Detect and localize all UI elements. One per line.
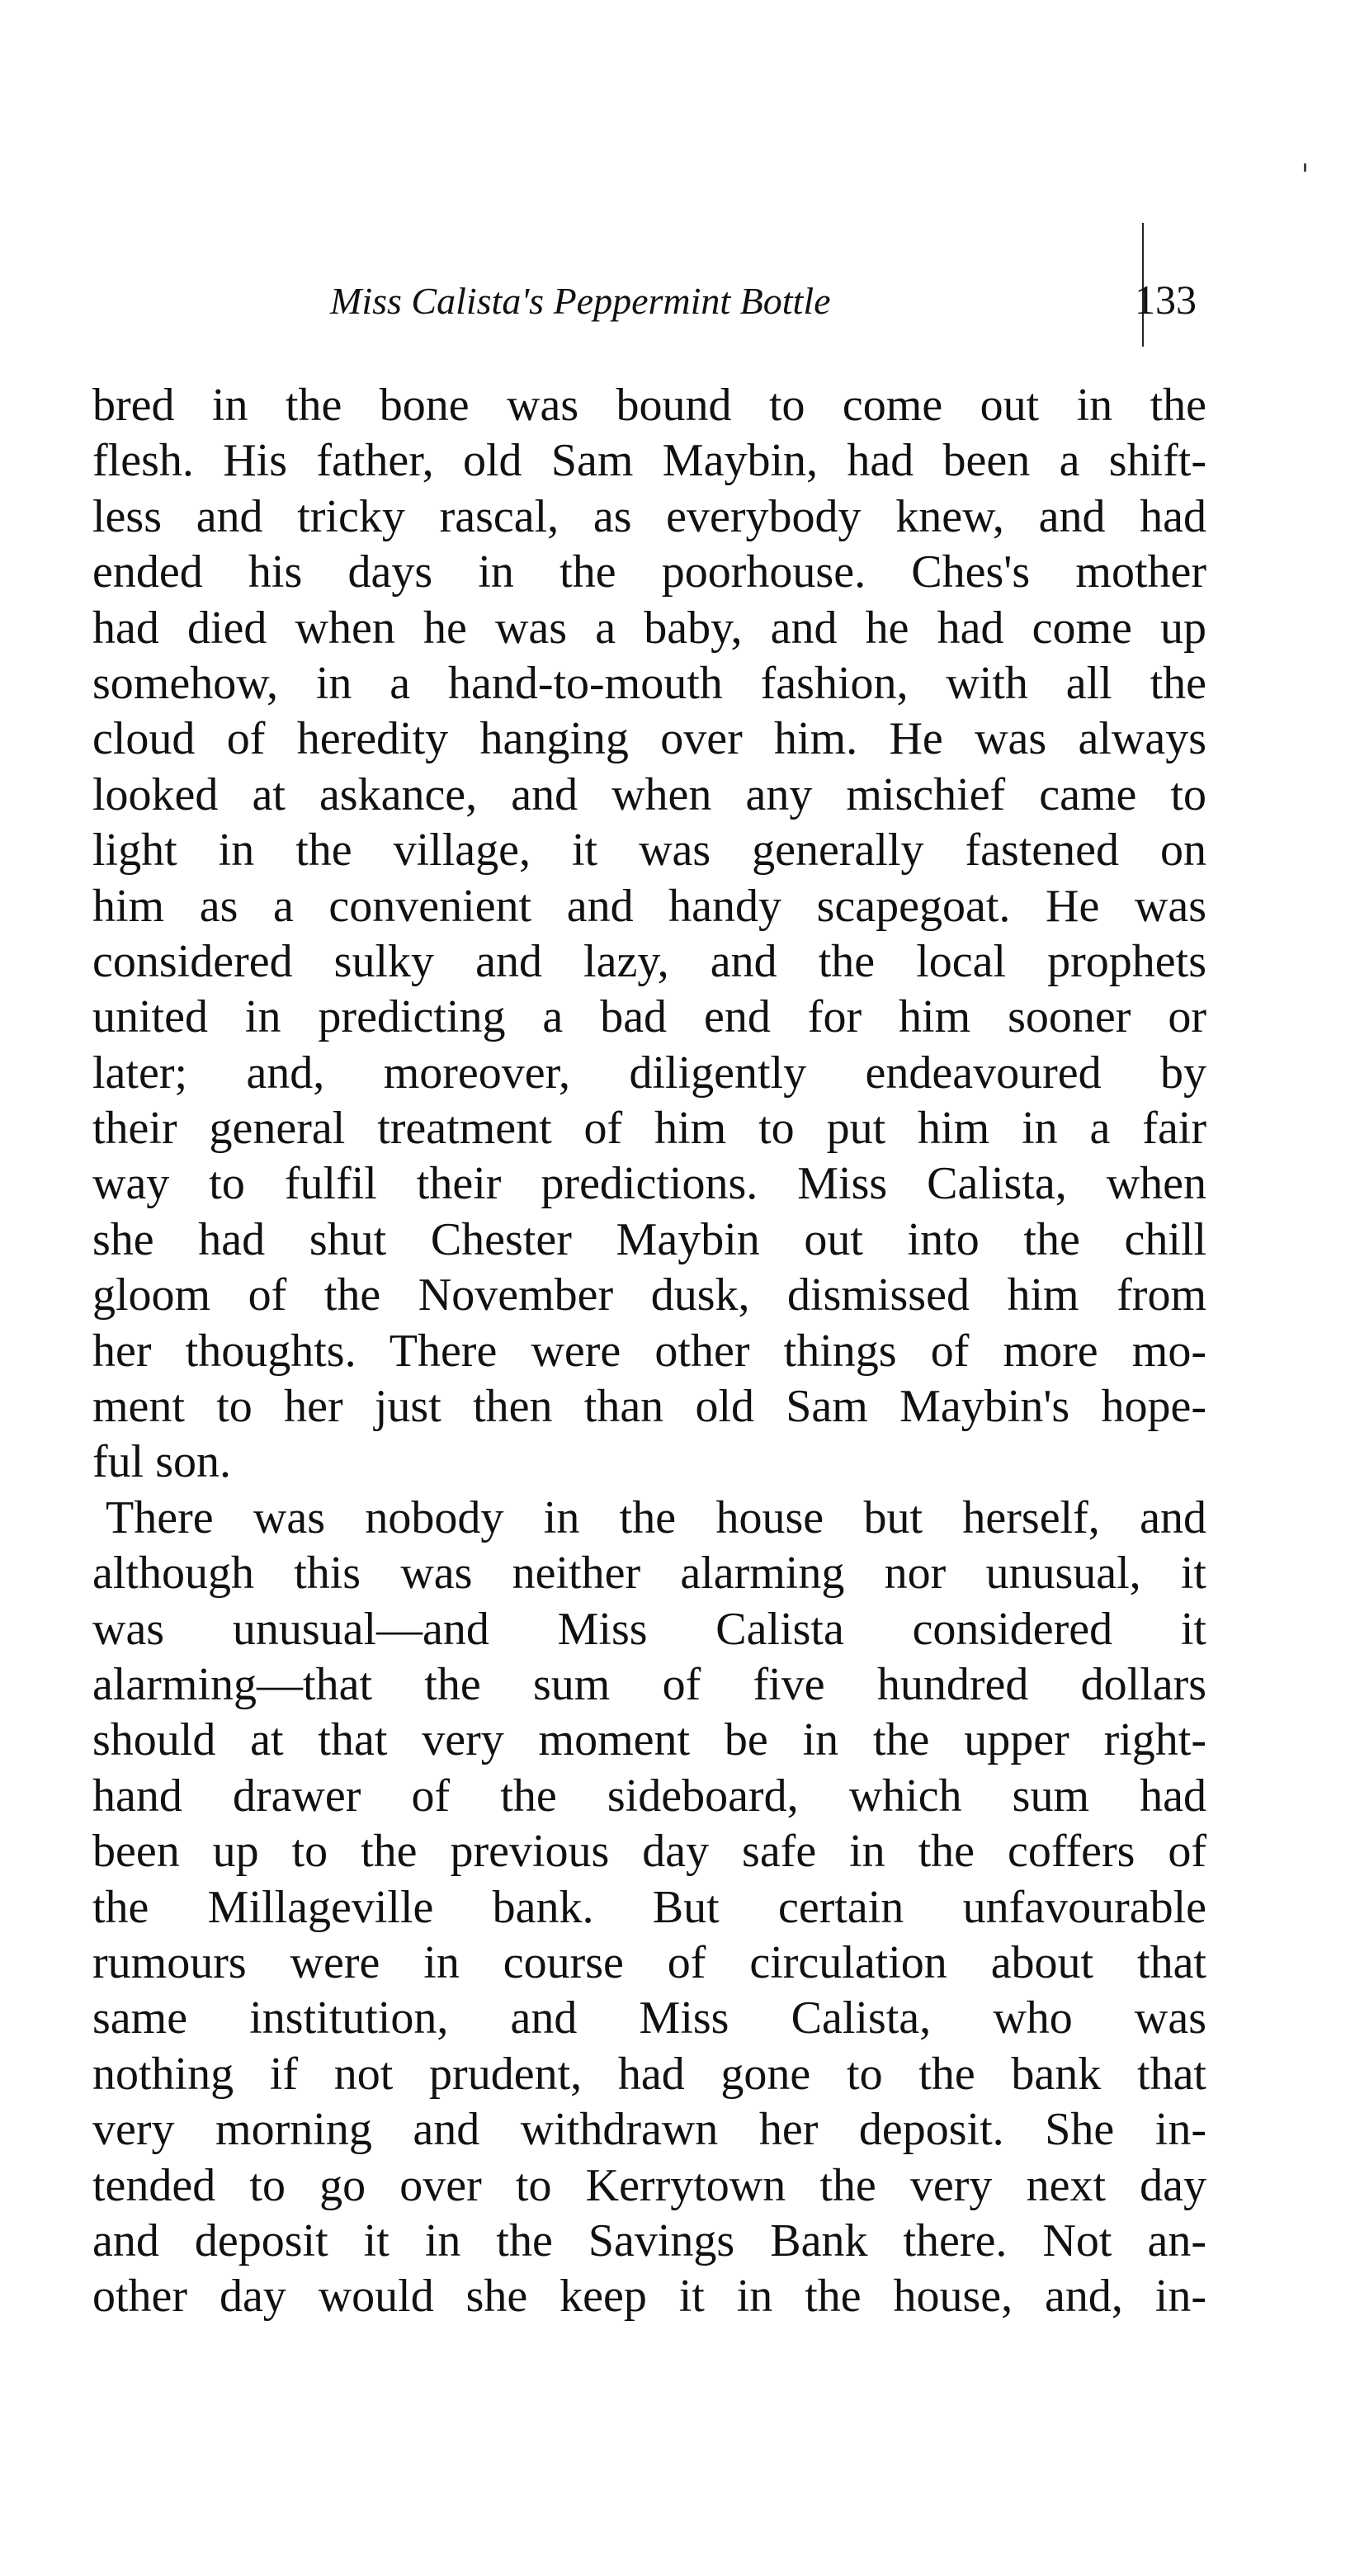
paragraph-2: [92, 1491, 1206, 2325]
text-line: although this was neither alarming nor unusual, it: [92, 1548, 1206, 1600]
text-line: her thoughts. There were other things of more mo-: [92, 1325, 1206, 1377]
text-line: been up to the previous day safe in the coffers of: [92, 1826, 1206, 1878]
text-line: cloud of heredity hanging over him. He was always: [92, 713, 1206, 765]
text-line: very morning and withdrawn her deposit. She in-: [92, 2104, 1206, 2156]
page-number: 133: [1135, 277, 1197, 323]
text-line: looked at askance, and when any mischief came to: [92, 768, 1206, 820]
text-line: she had shut Chester Maybin out into the chill: [92, 1213, 1206, 1265]
paragraph-1: [92, 378, 1206, 1491]
text-line: same institution, and Miss Calista, who was: [92, 1992, 1206, 2044]
text-line: ful son.: [92, 1436, 231, 1488]
running-header: [330, 279, 1205, 337]
text-line: way to fulfil their predictions. Miss Calista, when: [92, 1158, 1206, 1210]
text-line: united in predicting a bad end for him sooner or: [92, 991, 1206, 1043]
text-line: gloom of the November dusk, dismissed him from: [92, 1269, 1206, 1321]
text-line: bred in the bone was bound to come out in the: [92, 380, 1206, 431]
text-line: was unusual—and Miss Calista considered it: [92, 1603, 1206, 1655]
text-line: later; and, moreover, diligently endeavoured by: [92, 1047, 1206, 1099]
text-line: tended to go over to Kerrytown the very next day: [92, 2159, 1206, 2211]
text-line: their general treatment of him to put him in a fair: [92, 1103, 1206, 1155]
text-line: ment to her just then than old Sam Maybin's hope-: [92, 1381, 1206, 1433]
text-line: ended his days in the poorhouse. Ches's mother: [92, 546, 1206, 598]
text-line: had died when he was a baby, and he had come up: [92, 602, 1206, 654]
body-text: [92, 378, 1206, 2325]
text-line: him as a convenient and handy scapegoat. He was: [92, 880, 1206, 932]
text-line: rumours were in course of circulation about that: [92, 1936, 1206, 1988]
text-line: considered sulky and lazy, and the local prophets: [92, 935, 1206, 987]
scan-speck: [1304, 163, 1306, 172]
text-line: the Millageville bank. But certain unfavourable: [92, 1881, 1206, 1933]
text-line: other day would she keep it in the house, and, in-: [92, 2271, 1206, 2323]
text-line: alarming—that the sum of five hundred dollars: [92, 1658, 1206, 1710]
text-line: should at that very moment be in the upper right-: [92, 1714, 1206, 1766]
text-line: nothing if not prudent, had gone to the bank that: [92, 2048, 1206, 2100]
text-line: flesh. His father, old Sam Maybin, had been a shift-: [92, 435, 1206, 487]
text-line: and deposit it in the Savings Bank there. Not an-: [92, 2214, 1206, 2266]
text-line: light in the village, it was generally fastened on: [92, 825, 1206, 877]
text-line: somehow, in a hand-to-mouth fashion, with all the: [92, 657, 1206, 709]
running-title: Miss Calista's Peppermint Bottle: [330, 280, 831, 322]
text-line: hand drawer of the sideboard, which sum had: [92, 1770, 1206, 1822]
text-line: There was nobody in the house but herself, and: [106, 1491, 1206, 1543]
text-line: less and tricky rascal, as everybody knew, and had: [92, 490, 1206, 542]
